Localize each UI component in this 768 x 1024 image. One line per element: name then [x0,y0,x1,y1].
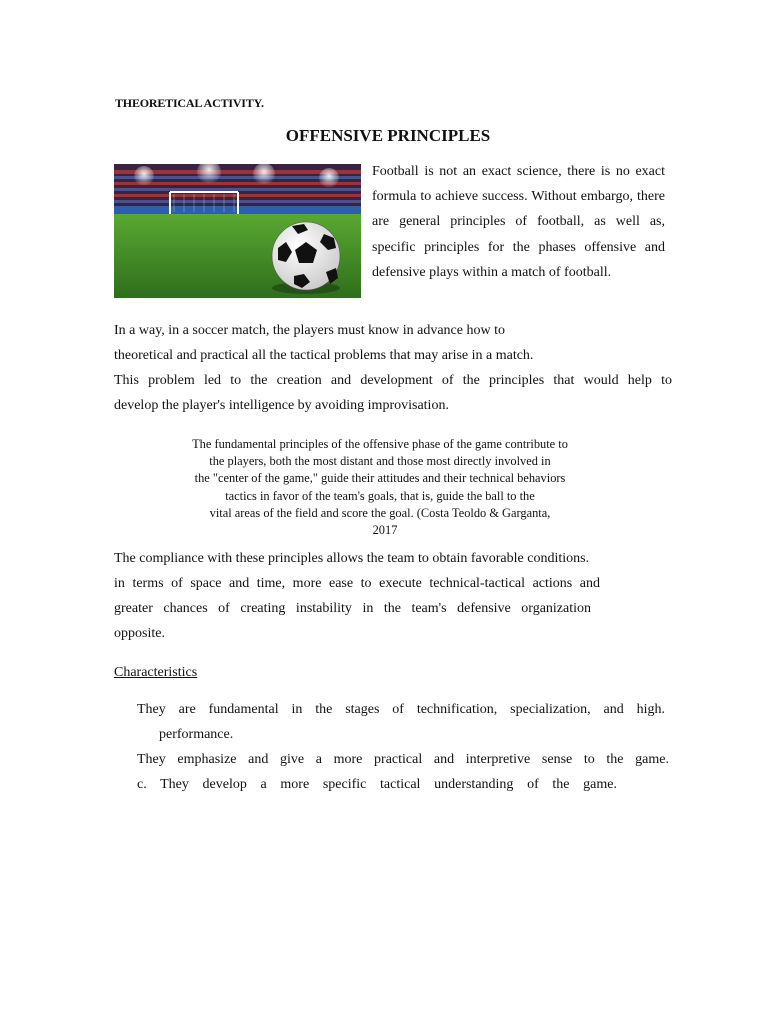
activity-label: THEORETICAL ACTIVITY. [115,96,264,110]
football-image [114,164,361,298]
body-line-3: This problem led to the creation and development of the principles that would help to [114,373,672,388]
quote-line-1: The fundamental principles of the offensive phase of the game contribute to [192,437,568,451]
characteristic-item-1: They are fundamental in the stages of technification, specialization, and high. [137,702,665,717]
characteristics-heading: Characteristics [114,665,198,680]
quote-line-2: the players, both the most distant and those most directly involved in [209,454,551,468]
intro-paragraph: Football is not an exact science, there is no exact formula to achieve success. Without embargo, there are general principles of football, as well as, specific principles for the phases offensive and defensive plays within a match of football. [372,164,665,280]
page-title: OFFENSIVE PRINCIPLES [285,126,491,145]
quote-line-5: vital areas of the field and score the goal. (Costa Teoldo & Garganta, [209,506,551,520]
body-line-1: In a way, in a soccer match, the players must know in advance how to [114,323,505,338]
characteristic-item-1-cont: performance. [159,727,234,742]
characteristic-item-2: They emphasize and give a more practical and interpretive sense to the game. [137,752,669,767]
quote-line-6: 2017 [372,523,398,537]
quote-line-4: tactics in favor of the team's goals, that is, guide the ball to the [225,489,535,503]
body2-line-2: in terms of space and time, more ease to execute technical-tactical actions and [114,576,600,591]
stadium-ball-illustration [114,164,361,298]
body2-line-3: greater chances of creating instability in the team's defensive organization [114,601,591,616]
body2-line-1: The compliance with these principles allows the team to obtain favorable conditions. [114,551,590,566]
characteristic-item-3: c. They develop a more specific tactical understanding of the game. [137,777,617,792]
body2-line-4: opposite. [114,626,165,641]
body-line-4: develop the player's intelligence by avoiding improvisation. [114,398,449,413]
body-line-2: theoretical and practical all the tactical problems that may arise in a match. [114,348,534,363]
quote-line-3: the "center of the game," guide their attitudes and their technical behaviors [194,471,566,485]
